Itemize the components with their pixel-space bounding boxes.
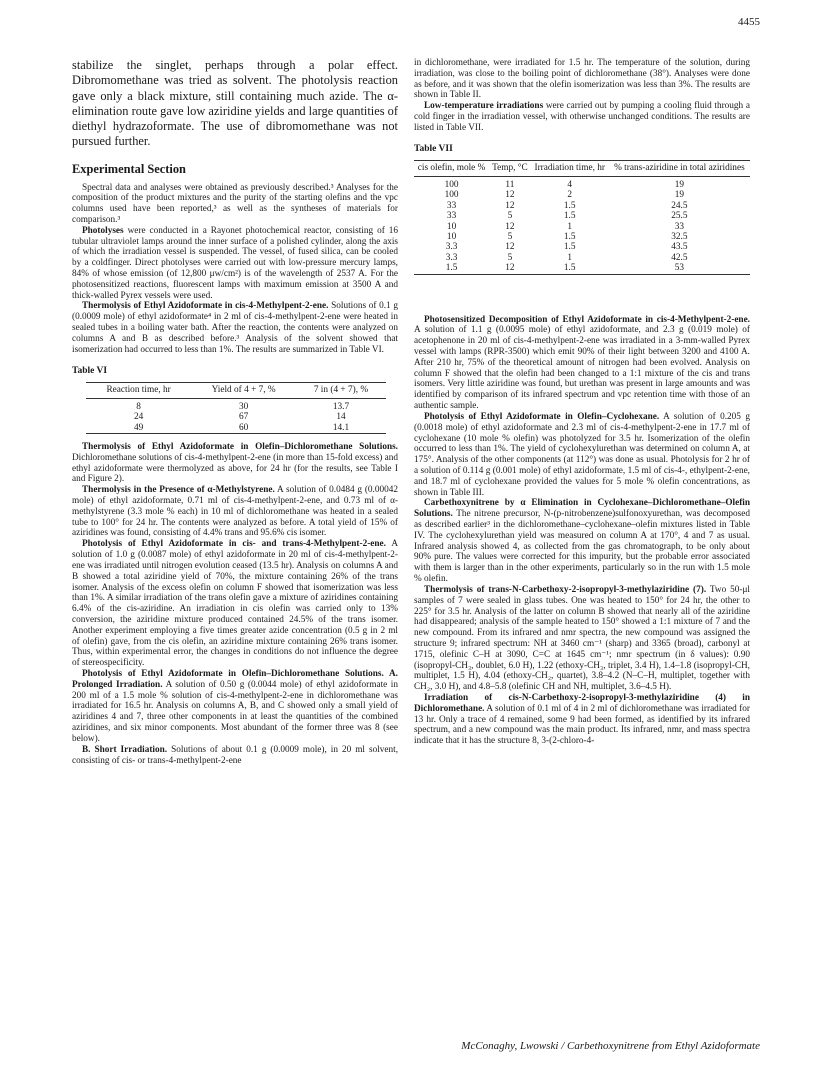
table-cell: 10: [446, 221, 457, 232]
table-cell: 1: [567, 252, 573, 263]
table-row: [414, 222, 750, 232]
paragraph-cyclohexane: [414, 412, 750, 499]
paragraph-body: A solution of 0.50 g (0.0044 mole) of ethyl azidoformate in 200 ml of a 1.5 mole % solution of cis-4-methylpent-2-ene in dichloromethane was irradiated for 16.5 hr. Analysis on columns A, B, and C showed only a small yield of aziridines 4 and 7, three other components in at least the quantities of the combined aziridines, and six minor components. Most abundant of the former three was 8 (see below).: [72, 679, 399, 744]
left-column: [72, 58, 398, 766]
paragraph-body: The nitrene precursor, N-(p-nitrobenzene)sulfonoxyurethan, was decomposed as described earlier³ in the dichloromethane–cyclohexane–olefin mixtures listed in Table IV. The cyclohexylurethan yield was measured on column A at 170°, 4 and 7 as usual. Infrared analysis showed 4, as collected from the gas chromatograph, to be only about 90% pure. The values were corrected for this impurity, but the probable error associated with them is larger than in the other experiments, particularly so in the run with 1.5 mole % olefin.: [414, 509, 750, 585]
table-cell: 1.5: [414, 263, 489, 274]
paragraph-spectral: Spectral data and analyses were obtained as previously described.³ Analyses for the composition of the product mixtures and the purity of the starting olefins and the vpc columns used have been reported,³ as well as the syntheses of materials for comparison.³: [72, 182, 398, 225]
table-header: Irradiation time, hr: [534, 162, 605, 173]
page-number: 4455: [738, 16, 760, 28]
table-cell: 1.5: [563, 231, 576, 242]
paragraph-body: were carried out by pumping a cooling fluid through a cold finger in the irradiation vessel, with otherwise unchanged conditions. The results are listed in Table VII.: [414, 101, 750, 133]
paragraph-photolysis-cis-trans: [72, 539, 398, 669]
table-cell: 4: [567, 179, 573, 190]
run-in-head: Thermolysis of Ethyl Azidoformate in Olefin–Dichloromethane Solutions.: [82, 441, 398, 452]
table-cell: 53: [609, 263, 750, 274]
table-row: [86, 412, 386, 422]
table-cell: 33: [446, 200, 457, 211]
run-in-head: Photolysis of Ethyl Azidoformate in Olefin–Cyclohexane.: [424, 411, 660, 422]
run-in-head: Carbethoxynitrene by α Elimination in Cyclohexane–Dichloromethane–Olefin Solutions.: [414, 498, 750, 520]
table-header: Reaction time, hr: [106, 384, 171, 395]
table-cell: 33: [674, 221, 685, 232]
paragraph-body: Solutions of 0.1 g (0.0009 mole) of ethyl azidoformate⁴ in 2 ml of cis-4-methylpent-2-ene were heated in sealed tubes in a boiling water bath. After the reaction, the contents were analyzed on columns A and B as described before.³ Analysis of the solvent showed that isomerization had occurred to less than 1%. The results are summarized in Table VI.: [72, 301, 398, 355]
table-header: % trans-aziridine in total aziridines: [614, 162, 745, 173]
paragraph-body: Solutions of about 0.1 g (0.0009 mole), in 20 ml solvent, consisting of cis- or trans-4-methylpent-2-ene: [72, 744, 399, 766]
paragraph-body: Dichloromethane solutions of cis-4-methylpent-2-ene (in more than 15-fold excess) and ethyl azidoformate were thermolyzed as above, for 24 hr (for the results, see Table I and Figure 2).: [72, 452, 398, 485]
table-vii: [414, 160, 750, 275]
table-cell: 24: [133, 412, 144, 423]
table-cell: 12: [505, 190, 515, 201]
run-in-head: B. Short Irradiation.: [82, 744, 168, 755]
run-in-head: Photosensitized Decomposition of Ethyl Azidoformate in cis-4-Methylpent-2-ene.: [424, 314, 750, 325]
paragraph-continued: in dichloromethane, were irradiated for 1.5 hr. The temperature of the solution, during irradiation, was close to the boiling point of dichloromethane (38°). Analyses were done as before, and it was shown that the olefin isomerization was less than 3%. The results are shown in Table II.: [414, 58, 750, 101]
table-row: [414, 263, 750, 274]
table-header: cis olefin, mole %: [417, 162, 486, 173]
right-column: [414, 58, 750, 747]
run-in-head: Photolysis of Ethyl Azidoformate in Olefin–Dichloromethane Solutions. A. Prolonged Irradiation.: [72, 669, 398, 690]
run-in-head: Thermolysis in the Presence of α-Methylstyrene.: [82, 485, 275, 496]
table-cell: 24.5: [671, 200, 688, 211]
table-vi: [86, 382, 386, 434]
paragraph-body: were conducted in a Rayonet photochemical reactor, consisting of 16 tubular ultraviolet lamps around the inner surface of a polished cylinder, along the axis of which the irradiation vessel is suspended. The vessel, of fused silica, can be cooled by a coldfinger. Direct photolyses were carried out with low-pressure mercury lamps, 84% of whose emission (of 12,800 μw/cm²) is of the wavelength of 2537 A. For the photosensitized reactions, fluorescent lamps with maximum emission at 3500 A and thick-walled Pyrex vessels were used.: [72, 225, 398, 301]
table-row: [86, 423, 386, 434]
table-cell: 10: [446, 231, 457, 242]
table-cell: 32.5: [671, 231, 688, 242]
table-row: [414, 190, 750, 200]
table-cell: 60: [191, 423, 296, 434]
paragraph-dichloro: [72, 442, 398, 485]
table-row: [414, 211, 750, 221]
paragraph-body: A solution of 0.1 ml of 4 in 2 ml of dichloromethane was irradiated for 13 hr. Only a trace of 4 remained, some 9 had been formed, as identified by its infrared spectrum, and a new compound was the main product. Its infrared, nmr, and mass spectra indicate that it has the structure 8, 3-(2-chloro-4-: [414, 703, 750, 747]
table-cell: 100: [444, 179, 459, 190]
table-row: [414, 253, 750, 263]
table-cell: 49: [86, 423, 191, 434]
paragraph-body: Two 50-μl samples of 7 were sealed in glass tubes. One was heated to 150° for 24 hr, the other to 225° for 3.5 hr. Analysis of the latter on column B showed that nearly all of the aziridine had disappeared; analysis of the sample heated to 150° showed a 1:1 mixture of 7 and the new compound. From its infrared and nmr spectra, the new compound was assigned the structure 9; infrared spectrum: NH at 3460 cm⁻¹ (sharp) and 3365 (broad), carbonyl at 1715, olefinic C–H at 3090, C=C at 1645 cm⁻¹; nmr spectrum (in δ values): 0.90 (isopropyl-CH₃, doublet, 6.0 H), 1.22 (ethoxy-CH₃, triplet, 3.4 H), 1.4–1.8 (isopropyl-CH, multiplet, 1.5 H), 4.04 (ethoxy-CH₂, quartet), 3.8–4.2 (N–C–H, multiplet, together with CH₂, 3.0 H), and 4.8–5.8 (olefinic CH and NH, multiplet, 3.6–4.5 H).: [414, 584, 750, 693]
run-in-head: Irradiation of cis-N-Carbethoxy-2-isopropyl-3-methylaziridine (4) in Dichloromethane.: [414, 693, 750, 714]
run-in-head: Thermolysis of Ethyl Azidoformate in cis-4-Methylpent-2-ene.: [82, 301, 329, 312]
table-cell: 12: [505, 200, 515, 211]
table-cell: 14.1: [296, 423, 386, 434]
table-cell: 43.5: [671, 242, 688, 253]
table-cell: 19: [674, 190, 685, 201]
table-cell: 12: [505, 221, 515, 232]
paragraph-body: A solution of 1.0 g (0.0087 mole) of ethyl azidoformate in 20 ml of cis-4-methylpent-2-ene was irradiated until nitrogen evolution ceased (13.5 hr). Analysis on columns A and B showed a total aziridine yield of 70%, the mixture containing 26% of the trans isomer. Analysis of the excess olefin on column F showed that isomerization was less than 1%. A similar irradiation of the trans olefin gave a mixture of aziridines containing 6.4% of the cis-aziridine. An irradiation in cis olefin was carried only to 13% conversion, the aziridine mixture produced contained 24.5% of the trans isomer. Another experiment employing a five times greater azide concentration (0.5 g in 2 ml of olefin) gave, from the cis olefin, an aziridine mixture containing 26% trans isomer. Thus, within experimental error, the changes in conditions do not influence the degree of stereospecificity.: [72, 539, 398, 669]
table-cell: 1.5: [563, 242, 576, 253]
table-header: Temp, °C: [492, 162, 528, 173]
paragraph-body: A solution of 1.1 g (0.0095 mole) of ethyl azidoformate, and 2.3 g (0.019 mole) of acetophenone in 20 ml of cis-4-methylpent-2-ene was irradiated in a 3-mm-walled Pyrex vessel with lamps (RPR-3500) which emit 90% of their light between 3200 and 4100 A. After 210 hr, 75% of the theoretical amount of nitrogen had been evolved. Analysis on column F showed that the olefin had been changed to a 1:1 mixture of the cis and trans isomers. Very little aziridine was found, but urethan was present in large amounts and was identified by comparison of its infrared spectrum and vpc retention time with those of an authentic sample.: [414, 325, 750, 412]
table-row: [414, 242, 750, 252]
table-cell: 1.5: [531, 263, 609, 274]
paragraph-photolyses: [72, 226, 398, 302]
paragraph-thermolysis-trans: [414, 585, 750, 693]
table-cell: 5: [507, 211, 513, 222]
table-header: 7 in (4 + 7), %: [313, 384, 369, 395]
table-cell: 42.5: [671, 252, 688, 263]
table-row: [414, 232, 750, 242]
table-cell: 13.7: [332, 401, 350, 412]
table-cell: 67: [238, 412, 249, 423]
table-cell: 14: [336, 412, 346, 423]
paragraph-short-irradiation: [72, 745, 398, 767]
run-in-head: Photolyses: [82, 225, 124, 236]
run-in-head: Photolysis of Ethyl Azidoformate in cis- and trans-4-Methylpent-2-ene.: [82, 539, 386, 550]
table-cell: 3.3: [445, 252, 458, 263]
table-cell: 3.3: [445, 242, 458, 253]
paragraph-low-temp: [414, 101, 750, 133]
paragraph-methylstyrene: [72, 485, 398, 539]
table-cell: 8: [136, 401, 141, 412]
run-in-head: Low-temperature irradiations: [424, 101, 544, 112]
table-cell: 11: [505, 179, 515, 190]
running-footer: McConaghy, Lwowski / Carbethoxynitrene from Ethyl Azidoformate: [461, 1040, 760, 1052]
paragraph-photolysis-dichloro: [72, 669, 398, 745]
paragraph-carbethoxynitrene: [414, 498, 750, 585]
paragraph-body: A solution of 0.0484 g (0.00042 mole) of ethyl azidoformate, 0.71 ml of cis-4-methylpent-2-ene, and 0.73 ml of α-methylstyrene (3.3 mole % each) in 10 ml of dichloromethane was heated in a sealed tube to 100° for 24 hr. The contents were analyzed as before. A total yield of 15% of aziridines was found, consisting of 4.4% trans and 95.6% cis isomer.: [72, 485, 398, 539]
table-row: [414, 201, 750, 211]
table-vi-title: Table VI: [72, 365, 108, 376]
table-cell: 5: [507, 231, 513, 242]
table-header: Yield of 4 + 7, %: [211, 384, 276, 395]
table-cell: 12: [505, 242, 515, 253]
intro-paragraph: stabilize the singlet, perhaps through a polar effect. Dibromomethane was tried as solvent. The photolysis reaction gave only a black mixture, still containing much azide. The α-elimination route gave low aziridine yields and large quantities of diethyl hydrazoformate. The use of dibromomethane was not pursued further.: [72, 58, 398, 149]
table-cell: 1.5: [563, 211, 576, 222]
table-row: [86, 398, 386, 412]
table-cell: 1.5: [563, 200, 576, 211]
table-cell: 12: [489, 263, 531, 274]
table-cell: 25.5: [671, 211, 688, 222]
table-cell: 33: [446, 211, 457, 222]
table-row: [414, 176, 750, 190]
paragraph-irradiation: [414, 693, 750, 747]
paragraph-photosensitized: [414, 315, 750, 412]
table-vii-title: Table VII: [414, 143, 453, 154]
table-cell: 5: [507, 252, 513, 263]
run-in-head: Thermolysis of trans-N-Carbethoxy-2-isopropyl-3-methylaziridine (7).: [424, 584, 707, 595]
table-cell: 1: [567, 221, 573, 232]
table-cell: 30: [238, 401, 249, 412]
table-cell: 19: [674, 179, 685, 190]
table-cell: 2: [567, 190, 573, 201]
paragraph-thermolysis-cis: [72, 301, 398, 355]
table-cell: 100: [444, 190, 459, 201]
paragraph-body: A solution of 0.205 g (0.0018 mole) of ethyl azidoformate and 2.3 ml of cis-4-methylpent-2-ene in 17.7 ml of cyclohexane (10 mole % olefin) was photolyzed for 3.5 hr. Isomerization of the olefin occurred to less than 1%. The yield of cyclohexylurethan was determined on column A, at 175°. Analysis of the other components (at 112°) was done as usual. Photolysis for 2 hr of a solution of 0.114 g (0.001 mole) of ethyl azidoformate, 1.5 ml of cis-4-, ethylpent-2-ene, and 18.7 ml of cyclohexane provided the values for 5 mole % olefin concentrations, as shown in Table III.: [414, 411, 750, 498]
section-title: Experimental Section: [72, 161, 186, 176]
